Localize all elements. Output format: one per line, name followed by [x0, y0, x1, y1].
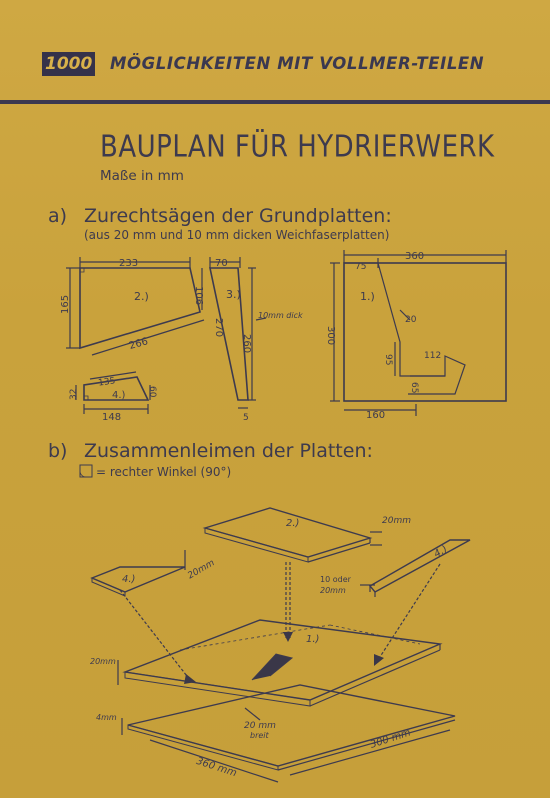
p3-bottom-dim: 5	[243, 413, 249, 423]
asm-right-plate-label: 4.)	[432, 543, 450, 561]
p1-slot-w-dim: 112	[424, 351, 442, 361]
header-text: MÖGLICHKEITEN MIT VOLLMER-TEILEN	[110, 54, 485, 73]
section-a-heading: Zurechtsägen der Grundplatten:	[84, 205, 392, 227]
p1-slot-h-dim: 65	[409, 382, 419, 394]
p1-slot-len-dim: 95	[383, 354, 393, 366]
asm-dim-360: 360 mm	[194, 755, 238, 780]
p2-left-dim: 165	[60, 294, 71, 314]
p2-bottom-dim: 266	[127, 336, 150, 352]
section-b-marker: b)	[48, 440, 68, 462]
asm-dim-20c: 20mm	[90, 657, 116, 666]
asm-dim-width: 20 mm	[244, 721, 276, 731]
p1-offset-dim: 75	[355, 262, 367, 272]
page-title: BAUPLAN FÜR HYDRIERWERK	[100, 130, 495, 165]
asm-mid-plate-label: 1.)	[306, 634, 320, 645]
p3-top-dim: 70	[215, 258, 228, 269]
units-subtitle: Maße in mm	[100, 168, 184, 184]
section-b-legend: = rechter Winkel (90°)	[96, 465, 232, 479]
p1-angle-dim: 20	[405, 315, 417, 325]
asm-dim-20a: 20mm	[382, 516, 411, 526]
section-b-heading: Zusammenleimen der Platten:	[84, 440, 373, 462]
p1-label: 1.)	[360, 290, 375, 303]
p4-top-dim: 135	[97, 376, 117, 389]
asm-left-plate-label: 4.)	[122, 574, 136, 585]
p1-left-dim: 300	[325, 326, 336, 346]
p4-bottom-dim: 148	[102, 412, 122, 423]
right-angle-symbol-icon	[80, 465, 92, 477]
p4-left-dim: 32	[69, 388, 79, 400]
asm-dim-20d: 20mm	[320, 586, 346, 595]
assembly-drawing	[92, 508, 470, 782]
p2-right-dim: 106	[193, 286, 204, 306]
header-badge: 1000	[42, 52, 95, 76]
p2-label: 2.)	[134, 290, 149, 303]
p3-label: 3.)	[226, 288, 241, 301]
asm-top-plate-label: 2.)	[286, 518, 300, 529]
p1-top-dim: 360	[405, 251, 425, 262]
p4-label: 4.)	[112, 390, 126, 401]
asm-dim-20b: 20mm	[186, 558, 217, 582]
section-a-marker: a)	[48, 205, 68, 227]
p3-right-dim: 260	[241, 334, 252, 354]
asm-dim-10oder: 10 oder	[320, 575, 351, 584]
p4-right-dim: 60	[147, 386, 157, 398]
p3-left-dim: 270	[213, 318, 224, 338]
section-a-note: (aus 20 mm und 10 mm dicken Weichfaserplatten)	[84, 228, 390, 242]
p3-thickness: 10mm dick	[258, 311, 303, 320]
asm-dim-breit: breit	[250, 731, 269, 740]
asm-dim-300: 300 mm	[368, 727, 413, 751]
p1-bottom-dim: 160	[366, 410, 386, 421]
p2-top-dim: 233	[119, 258, 139, 269]
asm-dim-4mm: 4mm	[96, 713, 117, 722]
